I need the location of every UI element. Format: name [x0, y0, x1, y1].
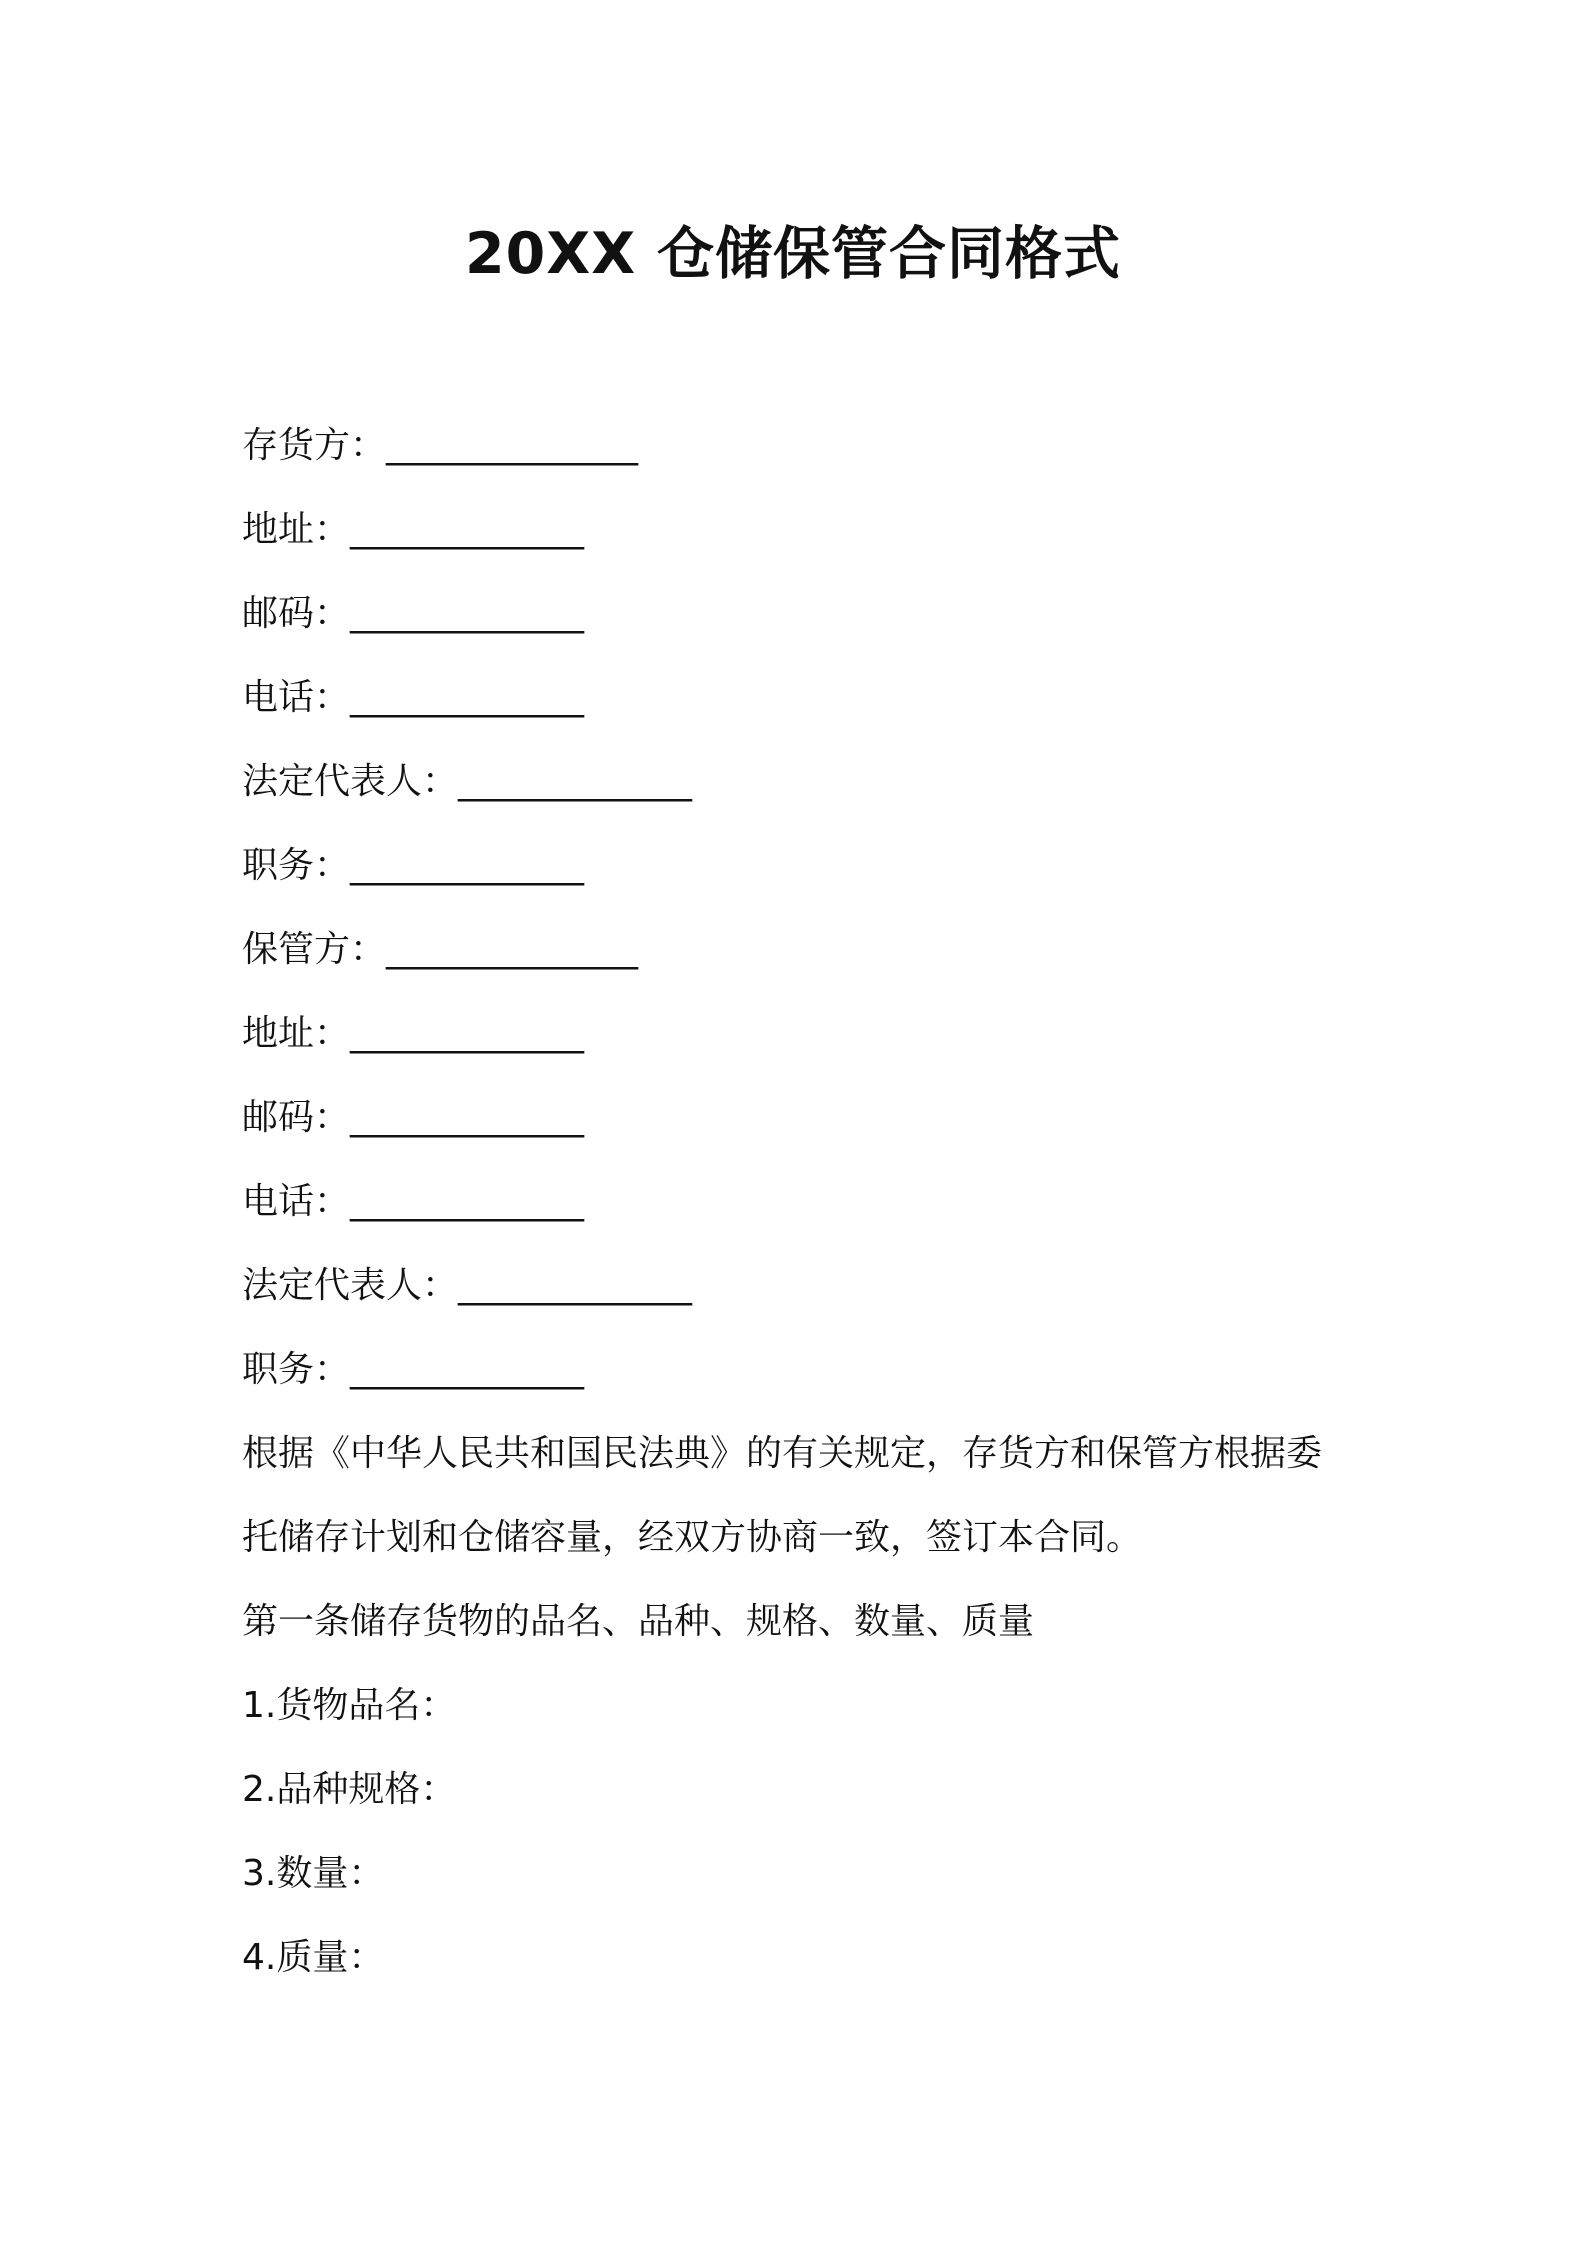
custodian-legal-rep-blank: _____________	[458, 1265, 693, 1306]
custodian-postcode-line	[242, 1076, 1352, 1160]
custodian-address-label: 地址：	[242, 1013, 351, 1054]
depositor-postcode-line	[242, 572, 1352, 656]
custodian-legal-rep-label: 法定代表人：	[242, 1265, 459, 1306]
document-title: 20XX 仓储保管合同格式	[464, 221, 1122, 287]
custodian-postcode-blank: _____________	[350, 1097, 585, 1138]
depositor-position-blank: _____________	[350, 845, 585, 886]
depositor-position-line	[242, 824, 1352, 908]
depositor-postcode-blank: _____________	[350, 593, 585, 634]
depositor-phone-blank: _____________	[350, 677, 585, 718]
depositor-phone-label: 电话：	[242, 677, 351, 718]
depositor-legal-rep-line	[242, 740, 1352, 824]
article1-item-quantity: 3.数量：	[242, 1853, 385, 1894]
article1-heading: 第一条储存货物的品名、品种、规格、数量、质量	[242, 1601, 1035, 1642]
custodian-position-line	[242, 1328, 1352, 1412]
custodian-position-label: 职务：	[242, 1349, 351, 1390]
depositor-party-label: 存货方：	[242, 425, 387, 466]
article1-item-goods-name: 1.货物品名：	[242, 1685, 457, 1726]
depositor-legal-rep-label: 法定代表人：	[242, 761, 459, 802]
depositor-address-label: 地址：	[242, 509, 351, 550]
custodian-phone-blank: _____________	[350, 1181, 585, 1222]
depositor-position-label: 职务：	[242, 845, 351, 886]
article1-item-variety-spec: 2.品种规格：	[242, 1769, 457, 1810]
preamble-paragraph: 根据《中华人民共和国民法典》的有关规定，存货方和保管方根据委托储存计划和仓储容量，经双方协商一致，签订本合同。	[242, 1433, 1323, 1558]
depositor-party-blank: ______________	[386, 425, 639, 466]
depositor-address-line	[242, 488, 1352, 572]
depositor-party-line	[242, 404, 1352, 488]
custodian-party-line	[242, 908, 1352, 992]
custodian-party-label: 保管方：	[242, 929, 387, 970]
depositor-address-blank: _____________	[350, 509, 585, 550]
custodian-phone-label: 电话：	[242, 1181, 351, 1222]
depositor-legal-rep-blank: _____________	[458, 761, 693, 802]
depositor-phone-line	[242, 656, 1352, 740]
custodian-phone-line	[242, 1160, 1352, 1244]
document-body	[242, 404, 1352, 2000]
depositor-postcode-label: 邮码：	[242, 593, 351, 634]
custodian-postcode-label: 邮码：	[242, 1097, 351, 1138]
custodian-legal-rep-line	[242, 1244, 1352, 1328]
custodian-position-blank: _____________	[350, 1349, 585, 1390]
custodian-party-blank: ______________	[386, 929, 639, 970]
custodian-address-line	[242, 992, 1352, 1076]
article1-item-quality: 4.质量：	[242, 1937, 385, 1978]
custodian-address-blank: _____________	[350, 1013, 585, 1054]
